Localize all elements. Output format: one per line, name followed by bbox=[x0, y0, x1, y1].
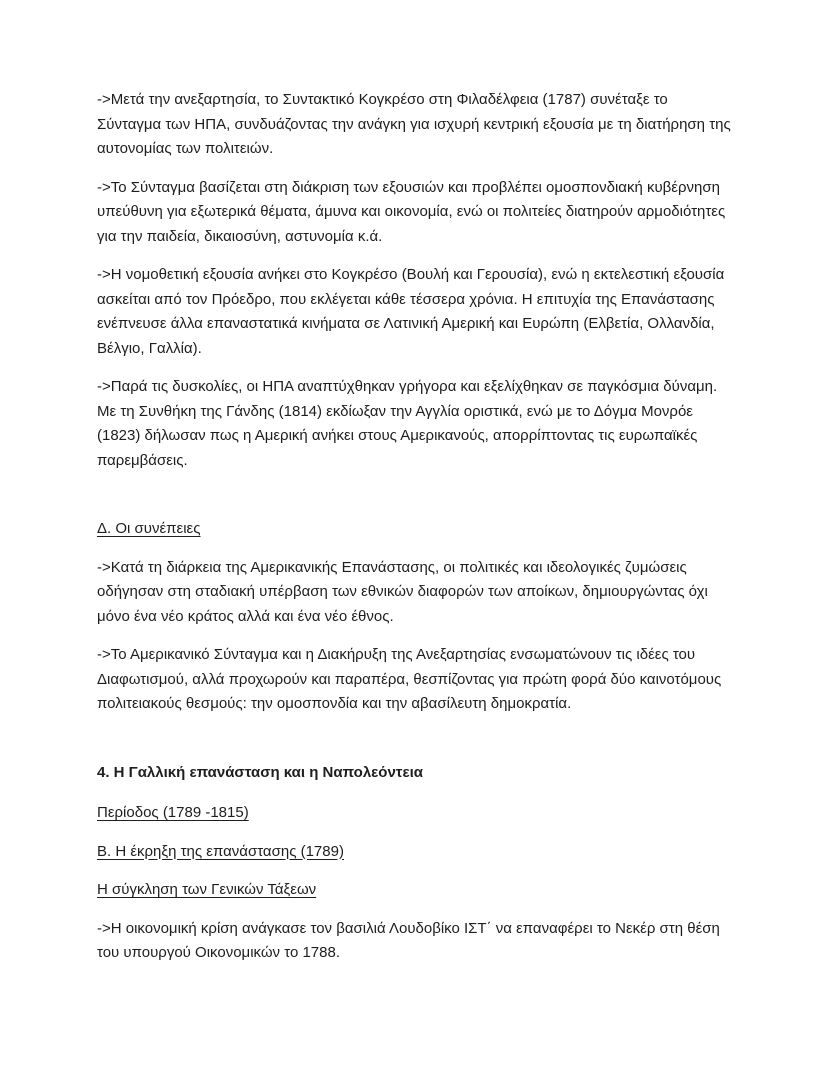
subheading-estates-general: Η σύγκληση των Γενικών Τάξεων bbox=[97, 881, 317, 898]
paragraph-usa-growth: ->Παρά τις δυσκολίες, οι ΗΠΑ αναπτύχθηκαν γρήγορα και εξελίχθηκαν σε παγκόσμια δύναμη. Με τη Συνθήκη της Γάνδης (1814) εκδίωξαν την Αγγλία οριστικά, ενώ με το Δόγμα Μονρόε (1823) δήλωσαν πως η Αμερική ανήκει στους Αμερικανούς, απορρίπτοντας τις ευρωπαϊκές παρεμβάσεις. bbox=[97, 378, 718, 469]
paragraph-separation-of-powers: ->Το Σύνταγμα βασίζεται στη διάκριση των εξουσιών και προβλέπει ομοσπονδιακή κυβέρνηση υπεύθυνη για εξωτερικά θέματα, άμυνα και οικονομία, ενώ οι πολιτείες διατηρούν αρμοδιότητες για την παιδεία, δικαιοσύνη, αστυνομία κ.ά. bbox=[97, 178, 726, 245]
document-content bbox=[97, 88, 733, 980]
subheading-period: Περίοδος (1789 -1815) bbox=[97, 804, 249, 821]
section-heading-french-revolution: 4. Η Γαλλική επανάσταση και η Ναπολεόντεια bbox=[97, 763, 423, 781]
paragraph-economic-crisis: ->Η οικονομική κρίση ανάγκασε τον βασιλιά Λουδοβίκο ΙΣΤ΄ να επαναφέρει το Νεκέρ στη θέση του υπουργού Οικονομικών το 1788. bbox=[97, 919, 720, 961]
paragraph-legislative-executive: ->Η νομοθετική εξουσία ανήκει στο Κογκρέσο (Βουλή και Γερουσία), ενώ η εκτελεστική εξουσία ασκείται από τον Πρόεδρο, που εκλέγεται κάθε τέσσερα χρόνια. Η επιτυχία της Επανάστασης ενέπνευσε άλλα επαναστατικά κινήματα σε Λατινική Αμερική και Ευρώπη (Ελβετία, Ολλανδία, Βέλγιο, Γαλλία). bbox=[97, 266, 725, 357]
subheading-outbreak: Β. Η έκρηξη της επανάστασης (1789) bbox=[97, 842, 344, 860]
section-heading-consequences: Δ. Οι συνέπειες bbox=[97, 520, 201, 537]
paragraph-new-nation: ->Κατά τη διάρκεια της Αμερικανικής Επανάστασης, οι πολιτικές και ιδεολογικές ζυμώσεις οδήγησαν στη σταδιακή υπέρβαση των εθνικών διαφορών των αποίκων, δημιουργώντας όχι μόνο ένα νέο κράτος αλλά και ένα νέο έθνος. bbox=[97, 558, 708, 625]
paragraph-enlightenment-ideas: ->Το Αμερικανικό Σύνταγμα και η Διακήρυξη της Ανεξαρτησίας ενσωματώνουν τις ιδέες του Διαφωτισμού, αλλά προχωρούν και παραπέρα, θεσπίζοντας για πρώτη φορά δύο καινοτόμους πολιτειακούς θεσμούς: την ομοσπονδία και την αβασίλευτη δημοκρατία. bbox=[97, 646, 722, 712]
paragraph-constitution-draft: ->Μετά την ανεξαρτησία, το Συντακτικό Κογκρέσο στη Φιλαδέλφεια (1787) συνέταξε το Σύνταγμα των ΗΠΑ, συνδυάζοντας την ανάγκη για ισχυρή κεντρική εξουσία με τη διατήρηση της αυτονομίας των πολιτειών. bbox=[97, 91, 731, 157]
